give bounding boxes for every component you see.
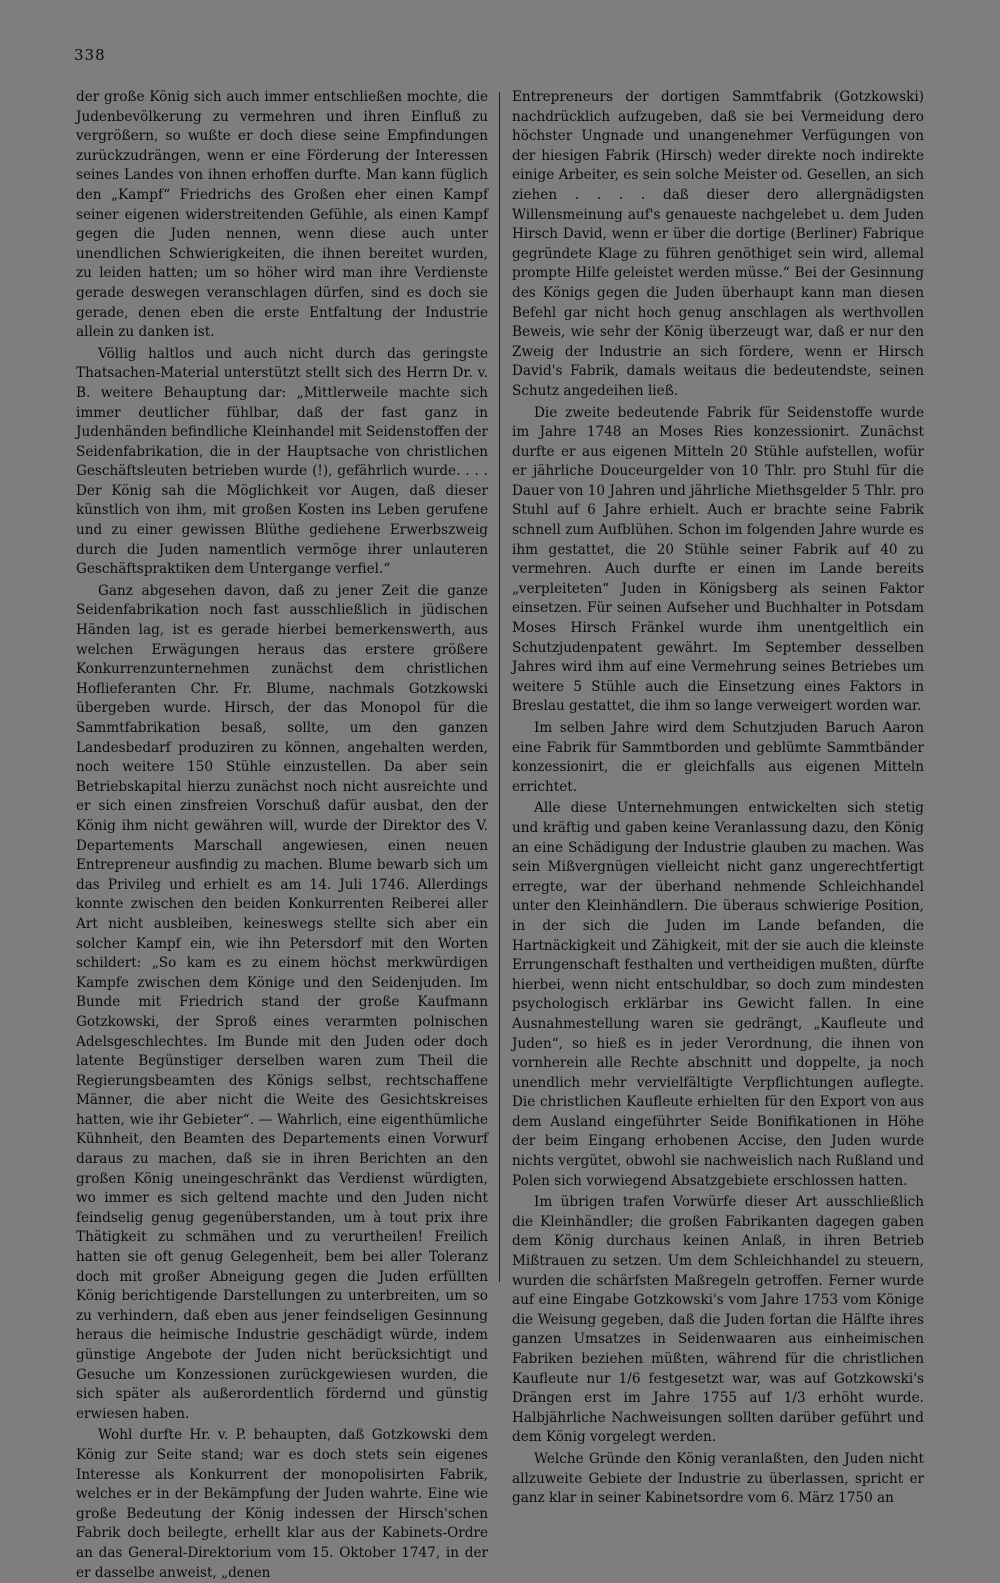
left-paragraph-4: Wohl durfte Hr. v. P. behaupten, daß Gotzkowski dem König zur Seite stand; war es doch stets sein eigenes Interesse als Konkurrent der monopolisirten Fabrik, welches er in der Bekämpfung der Juden wahrte. Eine wie große Bedeutung der König indessen der Hirsch'schen Fabrik doch beilegte, erhellt klar aus der Kabinets-Ordre an das General-Direktorium vom 15. Oktober 1747, in der er dasselbe anweist, „denen <box>76 1427 488 1581</box>
left-paragraph-2: Völlig haltlos und auch nicht durch das geringste Thatsachen-Material unterstützt stellt sich des Herrn Dr. v. B. weitere Behauptung dar: „Mittlerweile machte sich immer deutlicher fühlbar, daß der fast ganz in Judenhänden befindliche Kleinhandel mit Seidenstoffen der Seidenfabrikation, die in der Hauptsache von christlichen Geschäftsleuten betrieben wurde (!), gefährlich wurde. . . . Der König sah die Möglichkeit vor Augen, daß dieser künstlich von ihm, mit großen Kosten ins Leben gerufene und zu einer gewissen Blüthe gediehene Erwerbszweig durch die Juden namentlich vermöge ihrer unlauteren Geschäftspraktiken dem Untergange verfiel.“ <box>76 345 488 578</box>
left-paragraph-1: der große König sich auch immer entschließen mochte, die Judenbevölkerung zu vermehren und ihren Einfluß zu vergrößern, so wußte er doch diese seine Empfindungen zurückzudrängen, wenn er eine Förderung der Interessen seines Landes von ihnen erhoffen durfte. Man kann füglich den „Kampf“ Friedrichs des Großen eher einen Kampf seiner eigenen widerstreitenden Gefühle, als einen Kampf gegen die Juden nennen, wenn diese auch unter unendlichen Schwierigkeiten, die ihnen bereitet wurden, zu leiden hatten; um so höher wird man ihre Verdienste gerade deswegen veranschlagen dürfen, sind es doch sie gerade, denen eben die erste Entfaltung der Industrie allein zu danken ist. <box>76 89 488 341</box>
right-paragraph-1: Entrepreneurs der dortigen Sammtfabrik (Gotzkowski) nachdrücklich aufzugeben, daß sie bei Vermeidung dero höchster Ungnade und unangenehmer Verfügungen von der hiesigen Fabrik (Hirsch) weder direkte noch indirekte einige Arbeiter, es sein solche Meister od. Gesellen, an sich ziehen . . . . daß dieser dero allergnädigsten Willensmeinung auf's genaueste nachgelebet u. dem Juden Hirsch David, wenn er über die dortige (Berliner) Fabrique gegründete Klage zu führen genöthiget sein wird, allemal prompte Hilfe geleistet werden müsse.“ Bei der Gesinnung des Königs gegen die Juden überhaupt kann man diesen Befehl gar nicht hoch genug anschlagen als werthvollen Beweis, wie sehr der König überzeugt war, daß er nur den Zweig der Industrie an sich fördere, wenn er Hirsch David's Fabrik, damals weitaus die bedeutendste, seinen Schutz angedeihen ließ. <box>512 89 924 399</box>
right-column <box>512 88 924 1507</box>
page-number: 338 <box>74 46 106 64</box>
right-paragraph-6: Welche Gründe den König veranlaßten, den Juden nicht allzuweite Gebiete der Industrie zu überlassen, spricht er ganz klar in seiner Kabinetsordre vom 6. März 1750 an <box>512 1450 924 1507</box>
right-paragraph-3: Im selben Jahre wird dem Schutzjuden Baruch Aaron eine Fabrik für Sammtborden und geblümte Sammtbänder konzessionirt, die er gleichfalls aus eigenen Mitteln errichtet. <box>512 720 924 795</box>
left-column <box>76 88 488 1581</box>
right-paragraph-5: Im übrigen trafen Vorwürfe dieser Art ausschließlich die Kleinhändler; die großen Fabrikanten dagegen gaben dem König durchaus keinen Anlaß, in ihren Betrieb Mißtrauen zu setzen. Um dem Schleichhandel zu steuern, wurden die schärfsten Maßregeln getroffen. Ferner wurde auf eine Eingabe Gotzkowski's vom Jahre 1753 vom Könige die Weisung gegeben, daß die Juden fortan die Hälfte ihres ganzen Umsatzes in Seidenwaaren aus einheimischen Fabriken beziehen müßten, während für die christlichen Kaufleute nur 1/6 festgesetzt war, was auf Gotzkowski's Drängen erst im Jahre 1755 auf 1/3 erhöht wurde. Halbjährliche Nachweisungen sollten darüber geführt und dem König vorgelegt werden. <box>512 1194 924 1446</box>
left-paragraph-3: Ganz abgesehen davon, daß zu jener Zeit die ganze Seidenfabrikation noch fast ausschließlich in jüdischen Händen lag, ist es gerade hierbei bemerkenswerth, aus welchen Erwägungen heraus das erstere größere Konkurrenzunternehmen zunächst dem christlichen Hoflieferanten Chr. Fr. Blume, nachmals Gotzkowski übergeben wurde. Hirsch, der das Monopol für die Sammtfabrikation besaß, sollte, um den ganzen Landesbedarf produziren zu können, angehalten werden, noch weitere 150 Stühle einzustellen. Da aber sein Betriebskapital hierzu zunächst noch nicht ausreichte und er sich einen zinsfreien Vorschuß dafür ausbat, den der König ihm nicht gewähren will, wurde der Direktor des V. Departements Marschall angewiesen, einen neuen Entrepreneur ausfindig zu machen. Blume bewarb sich um das Privileg und erhielt es am 14. Juli 1746. Allerdings konnte zwischen den beiden Konkurrenten Reiberei aller Art nicht ausbleiben, keineswegs stellte sich aber ein solcher Kampf ein, wie ihn Petersdorf mit den Worten schildert: „So kam es zu einem höchst merkwürdigen Kampfe zwischen dem Könige und den Seidenjuden. Im Bunde mit Friedrich stand der große Kaufmann Gotzkowski, der Sproß eines verarmten polnischen Adelsgeschlechtes. Im Bunde mit den Juden oder doch latente Begünstiger derselben waren zum Theil die Regierungsbeamten des Königs selbst, rechtschaffene Männer, die aber nicht die Weite des Gesichtskreises hatten, wie ihr Gebieter“. — Wahrlich, eine eigenthümliche Kühnheit, den Beamten des Departements einen Vorwurf daraus zu machen, daß sie in ihren Berichten an den großen König uneingeschränkt das Verdienst würdigten, wo immer es sich geltend machte und den Juden nicht feindselig genug gegenüberstanden, um à tout prix ihre Thätigkeit zu schmähen und zu verurtheilen! Freilich hatten sie oft genug Gelegenheit, bem bei aller Toleranz doch mit großer Abneigung gegen die Juden erfüllten König berichtigende Darstellungen zu unterbreiten, um so zu verhindern, daß eben aus jener feindseligen Gesinnung heraus die heimische Industrie geschädigt würde, indem günstige Angebote der Juden nicht berücksichtigt und Gesuche um Konzessionen zurückgewiesen wurden, die sich später als außerordentlich fördernd und günstig erwiesen haben. <box>76 582 488 1422</box>
right-paragraph-2: Die zweite bedeutende Fabrik für Seidenstoffe wurde im Jahre 1748 an Moses Ries konzessionirt. Zunächst durfte er aus eigenen Mitteln 20 Stühle aufstellen, wofür er jährliche Douceurgelder von 10 Thlr. pro Stuhl für die Dauer von 10 Jahren und jährliche Miethsgelder 5 Thlr. pro Stuhl auf 6 Jahre erhielt. Auch er brachte seine Fabrik schnell zum Aufblühen. Schon im folgenden Jahre wurde es ihm gestattet, die 20 Stühle seiner Fabrik auf 40 zu vermehren. Auch durfte er einen im Lande bereits „verpleiteten“ Juden in Königsberg als seinen Faktor einsetzen. Für seinen Aufseher und Buchhalter in Potsdam Moses Hirsch Fränkel wurde ihm unentgeltlich ein Schutzjudenpatent gewährt. Im September desselben Jahres wird ihm auf eine Vermehrung seines Betriebes um weitere 5 Stühle auch die Einsetzung eines Faktors in Breslau gestattet, die ihm so lange verweigert worden war. <box>512 404 924 715</box>
right-paragraph-4: Alle diese Unternehmungen entwickelten sich stetig und kräftig und gaben keine Veranlassung dazu, den König an eine Schädigung der Industrie glauben zu machen. Was sein Mißvergnügen vielleicht nicht ganz ungerechtfertigt erregte, war der überhand nehmende Schleichhandel unter den Kleinhändlern. Die überaus schwierige Position, in der sich die Juden im Lande befanden, die Hartnäckigkeit und Zähigkeit, mit der sie auch die kleinste Errungenschaft festhalten und vertheidigen mußten, dürfte hierbei, wenn nicht entschuldbar, so doch zum mindesten psychologisch erklärbar ins Gewicht fallen. In eine Ausnahmestellung waren sie gedrängt, „Kaufleute und Juden“, so hieß es in jeder Verordnung, die ihnen von vornherein alle Rechte abschnitt und doppelte, ja noch unendlich mehr vervielfältigte Verpflichtungen auflegte. Die christlichen Kaufleute erhielten für den Export von aus dem Ausland eingeführter Seide Bonifikationen in Höhe der beim Eingang erhobenen Accise, den Juden wurde nichts vergütet, obwohl sie nachweislich nach Rußland und Polen sich vorwiegend Absatzgebiete erschlossen hatten. <box>512 800 924 1189</box>
column-divider <box>499 92 500 1282</box>
